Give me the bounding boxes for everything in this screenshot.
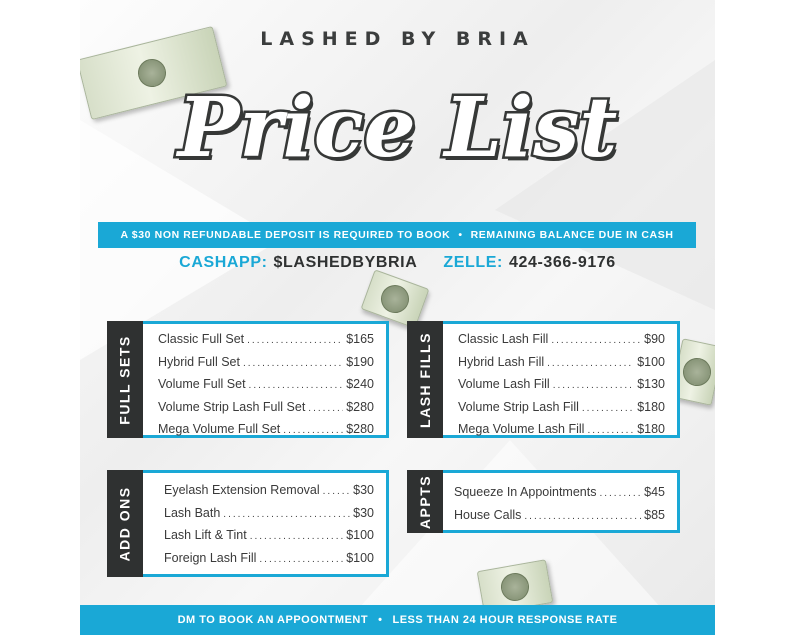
dollar-bill-image [361, 269, 430, 328]
list-item [454, 504, 665, 527]
cashapp-label: CASHAPP: [179, 254, 268, 271]
bill-portrait-icon [377, 281, 413, 317]
item-name: Volume Lash Fill [458, 377, 550, 391]
list-item [164, 479, 374, 502]
item-price: $240 [346, 377, 374, 391]
item-price: $100 [637, 354, 665, 369]
add-ons-box [107, 470, 389, 577]
zelle-value: 424-366-9176 [508, 254, 616, 271]
list-item [458, 373, 665, 396]
list-item [158, 373, 374, 396]
brand-name: LASHED BY BRIA [260, 28, 535, 50]
cashapp-info [179, 254, 417, 276]
full-sets-box [107, 321, 389, 438]
payment-info [80, 254, 715, 276]
dot-leader [247, 330, 343, 353]
zelle-label: ZELLE: [443, 254, 503, 271]
bill-portrait-icon [499, 571, 531, 603]
item-price: $30 [353, 505, 374, 520]
dot-leader [283, 420, 343, 443]
list-item [164, 547, 374, 570]
item-price: $130 [637, 377, 665, 391]
item-price: $45 [644, 485, 665, 499]
appts-heading: APPTS [417, 474, 433, 529]
appts-list [454, 481, 665, 526]
add-ons-list [164, 479, 374, 569]
item-name: Volume Full Set [158, 377, 246, 391]
dot-leader [249, 375, 344, 398]
item-name: Volume Strip Lash Full Set [158, 399, 306, 414]
item-price: $30 [353, 483, 374, 497]
list-item [164, 524, 374, 547]
list-item [158, 328, 374, 351]
list-item [164, 502, 374, 525]
item-name: Lash Bath [164, 505, 221, 520]
bill-portrait-icon [680, 355, 713, 388]
dot-leader [250, 526, 344, 549]
add-ons-heading-tab [107, 470, 143, 577]
separator-dot: • [458, 229, 463, 241]
response-text: LESS THAN 24 HOUR RESPONSE RATE [392, 614, 618, 626]
list-item [458, 418, 665, 441]
list-item [454, 481, 665, 504]
lash-fills-heading: LASH FILLS [417, 331, 434, 428]
booking-banner [80, 605, 715, 635]
item-price: $280 [346, 422, 374, 436]
zelle-info [443, 254, 615, 276]
item-price: $90 [644, 332, 665, 346]
dot-leader [323, 481, 351, 504]
balance-text: REMAINING BALANCE DUE IN CASH [470, 229, 674, 241]
list-item [158, 396, 374, 419]
appts-heading-tab [407, 470, 443, 533]
item-name: Classic Lash Fill [458, 332, 549, 346]
item-price: $180 [637, 422, 665, 436]
dot-leader [587, 420, 634, 443]
item-price: $180 [637, 399, 665, 414]
dot-leader [243, 353, 343, 376]
list-item [158, 351, 374, 374]
item-name: Hybrid Full Set [158, 354, 240, 369]
list-item [158, 418, 374, 441]
item-name: House Calls [454, 507, 522, 522]
full-sets-heading-tab [107, 321, 143, 438]
item-price: $165 [346, 332, 374, 346]
item-name: Eyelash Extension Removal [164, 483, 320, 497]
item-price: $280 [346, 399, 374, 414]
item-name: Hybrid Lash Fill [458, 354, 545, 369]
list-item [458, 396, 665, 419]
dot-leader [259, 549, 343, 572]
add-ons-heading: ADD ONS [117, 485, 133, 562]
dot-leader [551, 330, 641, 353]
dot-leader [223, 504, 350, 527]
dot-leader [599, 483, 641, 506]
dot-leader [308, 398, 343, 421]
page-title: Price List [177, 80, 618, 176]
item-price: $85 [644, 507, 665, 522]
dot-leader [547, 353, 634, 376]
lash-fills-list [458, 328, 665, 441]
booking-text: DM TO BOOK AN APPOONTMENT [177, 614, 369, 626]
appts-box [407, 470, 680, 533]
separator-dot: • [378, 614, 383, 626]
item-name: Lash Lift & Tint [164, 528, 247, 542]
list-item [458, 328, 665, 351]
full-sets-heading: FULL SETS [117, 334, 133, 425]
list-item [458, 351, 665, 374]
item-name: Mega Volume Lash Fill [458, 422, 585, 436]
item-price: $100 [346, 550, 374, 565]
lash-fills-heading-tab [407, 321, 443, 438]
item-price: $190 [346, 354, 374, 369]
item-name: Volume Strip Lash Fill [458, 399, 579, 414]
lash-fills-box [407, 321, 680, 438]
price-list-poster [80, 0, 715, 635]
item-name: Mega Volume Full Set [158, 422, 281, 436]
item-price: $100 [346, 528, 374, 542]
cashapp-value: $LASHEDBYBRIA [273, 254, 418, 271]
dot-leader [582, 398, 634, 421]
deposit-banner [98, 222, 696, 248]
item-name: Classic Full Set [158, 332, 245, 346]
deposit-text: A $30 NON REFUNDABLE DEPOSIT IS REQUIRED TO BOOK [120, 229, 451, 241]
full-sets-list [158, 328, 374, 441]
dot-leader [553, 375, 634, 398]
item-name: Foreign Lash Fill [164, 550, 257, 565]
item-name: Squeeze In Appointments [454, 485, 597, 499]
dot-leader [524, 506, 641, 529]
